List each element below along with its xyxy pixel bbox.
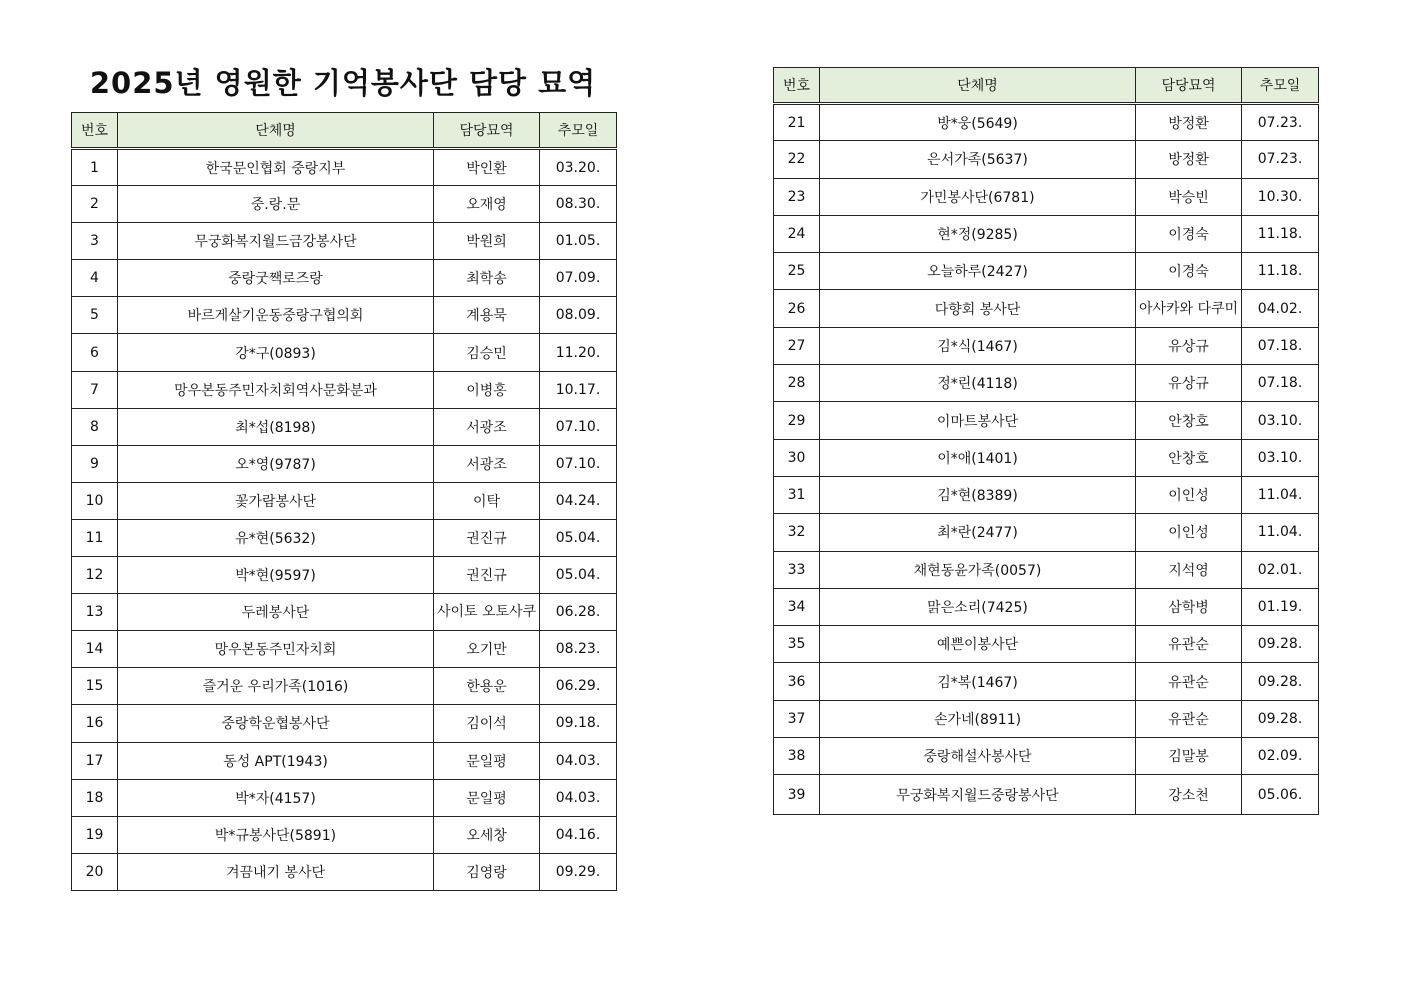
table-row (774, 626, 1319, 663)
cell-date: 09.28. (1242, 626, 1319, 663)
table-row (72, 149, 617, 186)
table-row (72, 223, 617, 260)
table-row (774, 551, 1319, 588)
cell-group: 망우본동주민자치회 (118, 631, 434, 668)
cell-grave: 서광조 (434, 445, 540, 482)
cell-no: 21 (774, 104, 820, 141)
cell-no: 11 (72, 519, 118, 556)
table-row (72, 371, 617, 408)
table-row (72, 186, 617, 223)
cell-grave: 권진규 (434, 519, 540, 556)
table-row (72, 742, 617, 779)
cell-grave: 박인환 (434, 149, 540, 186)
cell-grave: 아사카와 다쿠미 (1136, 290, 1242, 327)
cell-grave: 삼학병 (1136, 588, 1242, 625)
cell-group: 이마트봉사단 (820, 402, 1136, 439)
cell-date: 01.19. (1242, 588, 1319, 625)
cell-group: 한국문인협회 중랑지부 (118, 149, 434, 186)
cell-date: 03.10. (1242, 402, 1319, 439)
cell-date: 07.23. (1242, 141, 1319, 178)
cell-no: 34 (774, 588, 820, 625)
cell-date: 09.28. (1242, 700, 1319, 737)
header-grave: 담당묘역 (434, 113, 540, 149)
table-row (774, 253, 1319, 290)
cell-no: 14 (72, 631, 118, 668)
cell-group: 맑은소리(7425) (820, 588, 1136, 625)
cell-date: 03.20. (540, 149, 617, 186)
table-row (72, 445, 617, 482)
cell-grave: 오세창 (434, 816, 540, 853)
cell-no: 24 (774, 215, 820, 252)
table-row (774, 178, 1319, 215)
cell-no: 33 (774, 551, 820, 588)
cell-grave: 김말봉 (1136, 738, 1242, 775)
table-row (72, 519, 617, 556)
cell-grave: 방정환 (1136, 104, 1242, 141)
cell-grave: 박승빈 (1136, 178, 1242, 215)
cell-group: 즐거운 우리가족(1016) (118, 668, 434, 705)
cell-group: 중랑해설사봉사단 (820, 738, 1136, 775)
cell-no: 6 (72, 334, 118, 371)
cell-grave: 문일평 (434, 742, 540, 779)
table-row (774, 290, 1319, 327)
cell-date: 07.23. (1242, 104, 1319, 141)
cell-no: 26 (774, 290, 820, 327)
cell-date: 04.03. (540, 779, 617, 816)
cell-date: 07.18. (1242, 327, 1319, 364)
cell-grave: 이탁 (434, 482, 540, 519)
table-row (774, 104, 1319, 141)
cell-group: 가민봉사단(6781) (820, 178, 1136, 215)
cell-group: 겨끔내기 봉사단 (118, 853, 434, 890)
cell-grave: 이인성 (1136, 514, 1242, 551)
cell-date: 07.18. (1242, 365, 1319, 402)
cell-no: 4 (72, 260, 118, 297)
cell-date: 06.28. (540, 594, 617, 631)
cell-date: 07.09. (540, 260, 617, 297)
assignment-table-left (71, 112, 617, 891)
cell-group: 무궁화복지월드금강봉사단 (118, 223, 434, 260)
cell-date: 06.29. (540, 668, 617, 705)
table-row (72, 482, 617, 519)
cell-no: 1 (72, 149, 118, 186)
cell-grave: 오재영 (434, 186, 540, 223)
cell-group: 정*린(4118) (820, 365, 1136, 402)
cell-group: 바르게살기운동중랑구협의회 (118, 297, 434, 334)
cell-no: 37 (774, 700, 820, 737)
table-row (774, 327, 1319, 364)
cell-grave: 안창호 (1136, 439, 1242, 476)
cell-date: 11.04. (1242, 514, 1319, 551)
cell-group: 오늘하루(2427) (820, 253, 1136, 290)
cell-grave: 서광조 (434, 408, 540, 445)
cell-date: 05.04. (540, 519, 617, 556)
cell-date: 09.28. (1242, 663, 1319, 700)
cell-date: 11.18. (1242, 215, 1319, 252)
cell-group: 현*정(9285) (820, 215, 1136, 252)
table-row (774, 700, 1319, 737)
cell-group: 채현동윤가족(0057) (820, 551, 1136, 588)
table-row (72, 705, 617, 742)
cell-grave: 이인성 (1136, 476, 1242, 513)
table-row (72, 853, 617, 890)
cell-no: 25 (774, 253, 820, 290)
cell-grave: 이경숙 (1136, 215, 1242, 252)
cell-date: 10.30. (1242, 178, 1319, 215)
cell-date: 07.10. (540, 445, 617, 482)
page-title: 2025년 영원한 기억봉사단 담당 묘역 (89, 66, 597, 100)
table-row (72, 779, 617, 816)
cell-grave: 지석영 (1136, 551, 1242, 588)
cell-group: 중랑굿짹로즈랑 (118, 260, 434, 297)
cell-no: 35 (774, 626, 820, 663)
header-no: 번호 (774, 68, 820, 104)
cell-date: 04.02. (1242, 290, 1319, 327)
cell-date: 01.05. (540, 223, 617, 260)
table-row (774, 402, 1319, 439)
cell-grave: 문일평 (434, 779, 540, 816)
cell-date: 07.10. (540, 408, 617, 445)
cell-grave: 김승민 (434, 334, 540, 371)
assignment-table-right (773, 67, 1319, 815)
cell-no: 29 (774, 402, 820, 439)
table-row (774, 215, 1319, 252)
cell-group: 최*란(2477) (820, 514, 1136, 551)
table-row (774, 141, 1319, 178)
cell-group: 동성 APT(1943) (118, 742, 434, 779)
cell-no: 7 (72, 371, 118, 408)
cell-no: 38 (774, 738, 820, 775)
cell-date: 05.04. (540, 557, 617, 594)
cell-date: 04.24. (540, 482, 617, 519)
cell-group: 중.랑.문 (118, 186, 434, 223)
cell-date: 02.01. (1242, 551, 1319, 588)
table-row (774, 588, 1319, 625)
cell-date: 08.09. (540, 297, 617, 334)
cell-grave: 유관순 (1136, 626, 1242, 663)
cell-no: 32 (774, 514, 820, 551)
cell-date: 10.17. (540, 371, 617, 408)
cell-group: 두레봉사단 (118, 594, 434, 631)
table-row (774, 365, 1319, 402)
table-row (72, 334, 617, 371)
cell-date: 11.18. (1242, 253, 1319, 290)
table-row (72, 408, 617, 445)
cell-date: 03.10. (1242, 439, 1319, 476)
cell-no: 31 (774, 476, 820, 513)
cell-no: 10 (72, 482, 118, 519)
cell-grave: 유상규 (1136, 327, 1242, 364)
header-group: 단체명 (820, 68, 1136, 104)
cell-group: 방*웅(5649) (820, 104, 1136, 141)
cell-date: 04.16. (540, 816, 617, 853)
cell-date: 11.20. (540, 334, 617, 371)
cell-group: 박*자(4157) (118, 779, 434, 816)
cell-grave: 이경숙 (1136, 253, 1242, 290)
cell-group: 이*애(1401) (820, 439, 1136, 476)
cell-no: 5 (72, 297, 118, 334)
cell-group: 다향회 봉사단 (820, 290, 1136, 327)
cell-group: 박*현(9597) (118, 557, 434, 594)
cell-no: 15 (72, 668, 118, 705)
cell-group: 망우본동주민자치회역사문화분과 (118, 371, 434, 408)
header-grave: 담당묘역 (1136, 68, 1242, 104)
cell-grave: 김이석 (434, 705, 540, 742)
header-date: 추모일 (1242, 68, 1319, 104)
cell-no: 39 (774, 775, 820, 815)
cell-no: 18 (72, 779, 118, 816)
cell-group: 유*현(5632) (118, 519, 434, 556)
cell-no: 28 (774, 365, 820, 402)
cell-group: 무궁화복지월드중랑봉사단 (820, 775, 1136, 815)
table-row (774, 775, 1319, 815)
cell-no: 9 (72, 445, 118, 482)
cell-group: 오*영(9787) (118, 445, 434, 482)
header-no: 번호 (72, 113, 118, 149)
cell-grave: 권진규 (434, 557, 540, 594)
cell-group: 김*현(8389) (820, 476, 1136, 513)
table-row (72, 631, 617, 668)
cell-grave: 한용운 (434, 668, 540, 705)
cell-no: 22 (774, 141, 820, 178)
table-row (72, 260, 617, 297)
cell-no: 17 (72, 742, 118, 779)
table-row (774, 476, 1319, 513)
cell-date: 08.23. (540, 631, 617, 668)
cell-grave: 사이토 오토사쿠 (434, 594, 540, 631)
cell-grave: 김영랑 (434, 853, 540, 890)
table-row (72, 297, 617, 334)
cell-grave: 오기만 (434, 631, 540, 668)
cell-grave: 박원희 (434, 223, 540, 260)
cell-group: 박*규봉사단(5891) (118, 816, 434, 853)
cell-no: 16 (72, 705, 118, 742)
cell-grave: 강소천 (1136, 775, 1242, 815)
cell-no: 27 (774, 327, 820, 364)
table-row (774, 663, 1319, 700)
table-row (72, 557, 617, 594)
table-row (72, 668, 617, 705)
cell-group: 최*섭(8198) (118, 408, 434, 445)
table-row (774, 439, 1319, 476)
table-row (774, 514, 1319, 551)
cell-date: 09.29. (540, 853, 617, 890)
cell-grave: 유상규 (1136, 365, 1242, 402)
cell-no: 19 (72, 816, 118, 853)
cell-group: 손가네(8911) (820, 700, 1136, 737)
cell-grave: 최학송 (434, 260, 540, 297)
table-row (774, 738, 1319, 775)
cell-group: 은서가족(5637) (820, 141, 1136, 178)
cell-grave: 방정환 (1136, 141, 1242, 178)
cell-date: 08.30. (540, 186, 617, 223)
cell-group: 꽃가람봉사단 (118, 482, 434, 519)
cell-date: 05.06. (1242, 775, 1319, 815)
cell-no: 30 (774, 439, 820, 476)
cell-group: 강*구(0893) (118, 334, 434, 371)
cell-no: 12 (72, 557, 118, 594)
table-row (72, 816, 617, 853)
cell-group: 중랑학운협봉사단 (118, 705, 434, 742)
cell-group: 예쁜이봉사단 (820, 626, 1136, 663)
cell-no: 3 (72, 223, 118, 260)
cell-date: 11.04. (1242, 476, 1319, 513)
cell-grave: 계용묵 (434, 297, 540, 334)
cell-no: 23 (774, 178, 820, 215)
header-group: 단체명 (118, 113, 434, 149)
table-row (72, 594, 617, 631)
cell-grave: 이병홍 (434, 371, 540, 408)
cell-date: 04.03. (540, 742, 617, 779)
cell-date: 02.09. (1242, 738, 1319, 775)
cell-no: 8 (72, 408, 118, 445)
cell-group: 김*식(1467) (820, 327, 1136, 364)
cell-no: 20 (72, 853, 118, 890)
cell-date: 09.18. (540, 705, 617, 742)
cell-no: 2 (72, 186, 118, 223)
header-date: 추모일 (540, 113, 617, 149)
cell-grave: 유관순 (1136, 700, 1242, 737)
cell-grave: 안창호 (1136, 402, 1242, 439)
cell-grave: 유관순 (1136, 663, 1242, 700)
cell-no: 13 (72, 594, 118, 631)
cell-group: 김*복(1467) (820, 663, 1136, 700)
cell-no: 36 (774, 663, 820, 700)
